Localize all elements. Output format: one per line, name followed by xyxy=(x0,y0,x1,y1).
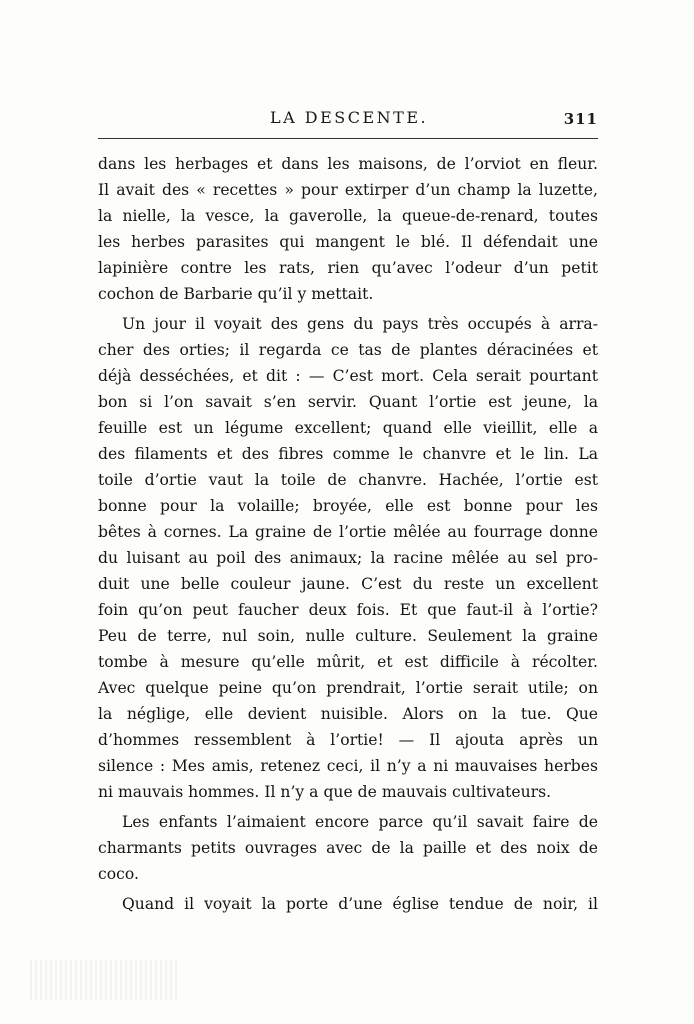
text-line: feuille est un légume excellent; quand elle vieillit, elle a xyxy=(98,419,598,437)
text-line: la nielle, la vesce, la gaverolle, la queue-de-renard, toutes xyxy=(98,207,598,225)
text-line: Quand il voyait la porte d’une église tendue de noir, il xyxy=(122,895,598,913)
text-line: ni mauvais hommes. Il n’y a que de mauvais cultivateurs. xyxy=(98,783,552,801)
text-line: la néglige, elle devient nuisible. Alors on la tue. Que xyxy=(98,705,598,723)
body-text xyxy=(98,151,598,917)
text-line: bon si l’on savait s’en servir. Quant l’ortie est jeune, la xyxy=(98,393,598,411)
paragraph xyxy=(98,151,598,307)
text-line: dans les herbages et dans les maisons, de l’orviot en fleur. xyxy=(98,155,598,173)
header-rule xyxy=(98,138,598,139)
text-line: les herbes parasites qui mangent le blé. Il défendait une xyxy=(98,233,598,251)
text-line: Avec quelque peine qu’on prendrait, l’ortie serait utile; on xyxy=(98,679,598,697)
text-line: duit une belle couleur jaune. C’est du reste un excellent xyxy=(98,575,598,593)
paper-smudge xyxy=(30,960,180,1000)
text-line: du luisant au poil des animaux; la racine mêlée au sel pro- xyxy=(98,549,598,567)
text-line: Un jour il voyait des gens du pays très occupés à arra- xyxy=(122,315,598,333)
text-line: foin qu’on peut faucher deux fois. Et que faut-il à l’ortie? xyxy=(98,601,598,619)
running-head: LA DESCENTE. xyxy=(270,108,429,127)
paragraph xyxy=(98,891,598,917)
paragraph xyxy=(98,809,598,887)
text-line: cochon de Barbarie qu’il y mettait. xyxy=(98,285,374,303)
text-line: tombe à mesure qu’elle mûrit, et est difficile à récolter. xyxy=(98,653,598,671)
text-line: des filaments et des fibres comme le chanvre et le lin. La xyxy=(98,445,598,463)
paragraph xyxy=(98,311,598,805)
text-line: charmants petits ouvrages avec de la paille et des noix de xyxy=(98,839,598,857)
text-line: coco. xyxy=(98,865,139,883)
text-line: déjà desséchées, et dit : — C’est mort. Cela serait pourtant xyxy=(98,367,598,385)
text-line: d’hommes ressemblent à l’ortie! — Il ajouta après un xyxy=(98,731,598,749)
text-line: Peu de terre, nul soin, nulle culture. Seulement la graine xyxy=(98,627,598,645)
text-line: silence : Mes amis, retenez ceci, il n’y a ni mauvaises herbes xyxy=(98,757,598,775)
text-line: Les enfants l’aimaient encore parce qu’il savait faire de xyxy=(122,813,598,831)
text-line: lapinière contre les rats, rien qu’avec l’odeur d’un petit xyxy=(98,259,598,277)
text-line: toile d’ortie vaut la toile de chanvre. Hachée, l’ortie est xyxy=(98,471,598,489)
text-line: bonne pour la volaille; broyée, elle est bonne pour les xyxy=(98,497,598,515)
page-header xyxy=(98,104,598,134)
page-number: 311 xyxy=(563,110,598,128)
text-line: Il avait des « recettes » pour extirper d’un champ la luzette, xyxy=(98,181,598,199)
text-line: bêtes à cornes. La graine de l’ortie mêlée au fourrage donne xyxy=(98,523,598,541)
text-line: cher des orties; il regarda ce tas de plantes déracinées et xyxy=(98,341,598,359)
